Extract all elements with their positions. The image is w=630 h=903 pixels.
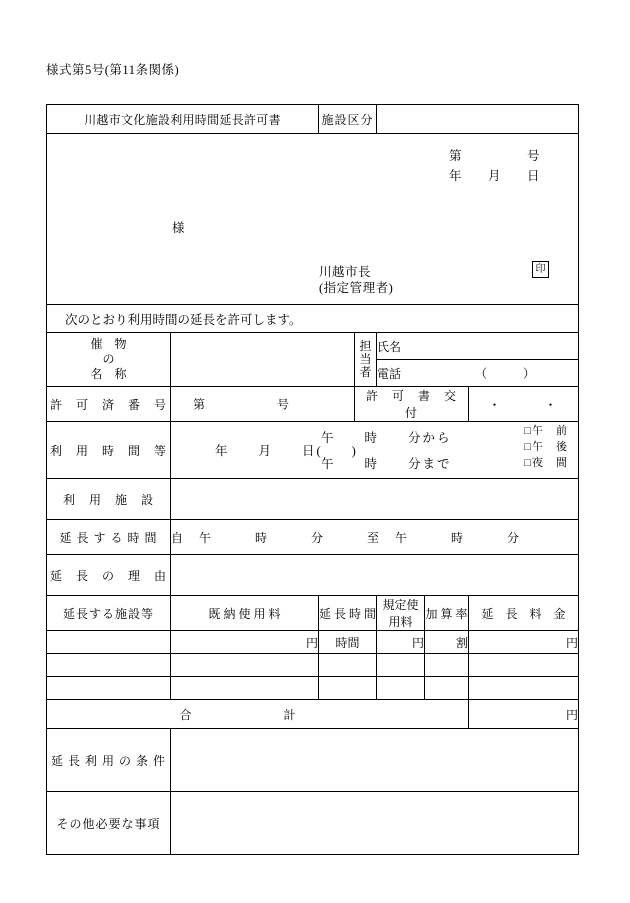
fee-cell-paid-2[interactable] [171,654,319,677]
use-time-label: 利 用 時 間 等 [47,422,171,479]
header-block [47,134,578,304]
contact-tel-cell[interactable] [377,360,579,387]
fee-unit-row [47,631,579,654]
lead-text: 次のとおり利用時間の延長を許可します。 [47,305,579,333]
header-cell [47,134,579,305]
use-time-inner [171,422,578,478]
extend-time-value[interactable]: 自 午 時 分 至 午 時 分 [171,520,579,555]
use-time-date: 年 月 日( ) [215,444,358,458]
fee-header-standard: 規定使用料 [377,596,425,631]
title-row [47,105,579,134]
checkbox-afternoon[interactable]: □午 後 [524,440,569,453]
fee-row-facility-2[interactable] [47,654,171,677]
fee-header-row [47,596,579,631]
contact-tel-label: 電話 [377,366,402,381]
fee-cell-hours-3[interactable] [319,677,377,700]
permit-number-label: 許 可 済 番 号 [47,387,171,422]
permit-issue-value[interactable]: ・ ・ [469,387,579,422]
checkbox-morning[interactable]: □午 前 [524,425,569,437]
permit-number-gou: 号 [277,397,290,412]
contact-tel-paren: （ ） [475,366,540,381]
fee-cell-rate-2[interactable] [425,654,469,677]
total-label: 合 計 [47,700,469,729]
other-label: その他必要な事項 [47,792,171,855]
extend-reason-label: 延 長 の 理 由 [47,555,171,596]
fee-unit-rate: 割 [425,631,469,654]
fee-row-facility-3[interactable] [47,677,171,700]
fee-header-paid: 既 納 使 用 料 [171,596,319,631]
event-name-label: 催 物 の 名 称 [47,333,171,387]
facility-segment-label: 施設区分 [319,105,377,134]
issuer-subtitle: (指定管理者) [319,281,394,295]
extend-reason-value[interactable] [171,555,579,596]
use-time-checkboxes[interactable] [524,424,568,472]
permit-number-value[interactable] [171,387,355,422]
permit-number-dai: 第 [193,397,206,412]
total-yen: 円 [469,700,579,729]
facility-label: 利 用 施 設 [47,479,171,520]
lead-row [47,305,579,333]
form-table [46,104,579,855]
contact-label: 担 当 者 [355,333,377,387]
fee-unit-standard: 円 [377,631,425,654]
permit-number-row [47,387,579,422]
fee-cell-rate-3[interactable] [425,677,469,700]
fee-cell-amount-3[interactable] [469,677,579,700]
other-row [47,792,579,855]
permit-issue-label: 許 可 書 交 付 [355,387,469,422]
extend-time-row [47,520,579,555]
checkbox-night[interactable]: □夜 間 [524,456,569,469]
use-time-from: 午 時 分から [321,431,452,445]
facility-segment-value[interactable] [377,105,579,134]
header-row [47,134,579,305]
form-number: 様式第5号(第11条関係) [46,63,180,77]
fee-blank-row [47,654,579,677]
event-contact-row-1 [47,333,579,360]
document-title: 川越市文化施設利用時間延長許可書 [47,105,319,134]
fee-header-hours: 延 長 時 間 [319,596,377,631]
fee-unit-amount: 円 [469,631,579,654]
event-name-value[interactable] [171,333,355,387]
fee-cell-paid-3[interactable] [171,677,319,700]
fee-header-amount: 延 長 料 金 [469,596,579,631]
fee-cell-standard-3[interactable] [377,677,425,700]
facility-row [47,479,579,520]
issue-date-line: 年 月 日 [449,169,541,183]
condition-value[interactable] [171,729,579,792]
total-row [47,700,579,729]
fee-cell-standard-2[interactable] [377,654,425,677]
fee-cell-amount-2[interactable] [469,654,579,677]
use-time-to: 午 時 分まで [321,457,452,471]
extend-facility-label: 延長する施設等 [47,596,171,631]
addressee-suffix: 様 [172,221,185,235]
issuer-name: 川越市長 [319,265,372,279]
extend-reason-row [47,555,579,596]
condition-label: 延 長 利 用 の 条 件 [47,729,171,792]
fee-header-rate: 加 算 率 [425,596,469,631]
extend-time-label: 延 長 す る 時 間 [47,520,171,555]
fee-blank-row [47,677,579,700]
condition-row [47,729,579,792]
fee-row-facility-1[interactable] [47,631,171,654]
permit-number-line: 第 号 [449,149,541,163]
contact-name-label: 氏名 [377,333,579,360]
fee-cell-hours-2[interactable] [319,654,377,677]
fee-unit-hours: 時間 [319,631,377,654]
use-time-cell[interactable] [171,422,579,479]
seal-box: 印 [532,261,549,278]
other-value[interactable] [171,792,579,855]
form-frame [46,104,578,855]
fee-unit-paid: 円 [171,631,319,654]
use-time-row [47,422,579,479]
facility-value[interactable] [171,479,579,520]
